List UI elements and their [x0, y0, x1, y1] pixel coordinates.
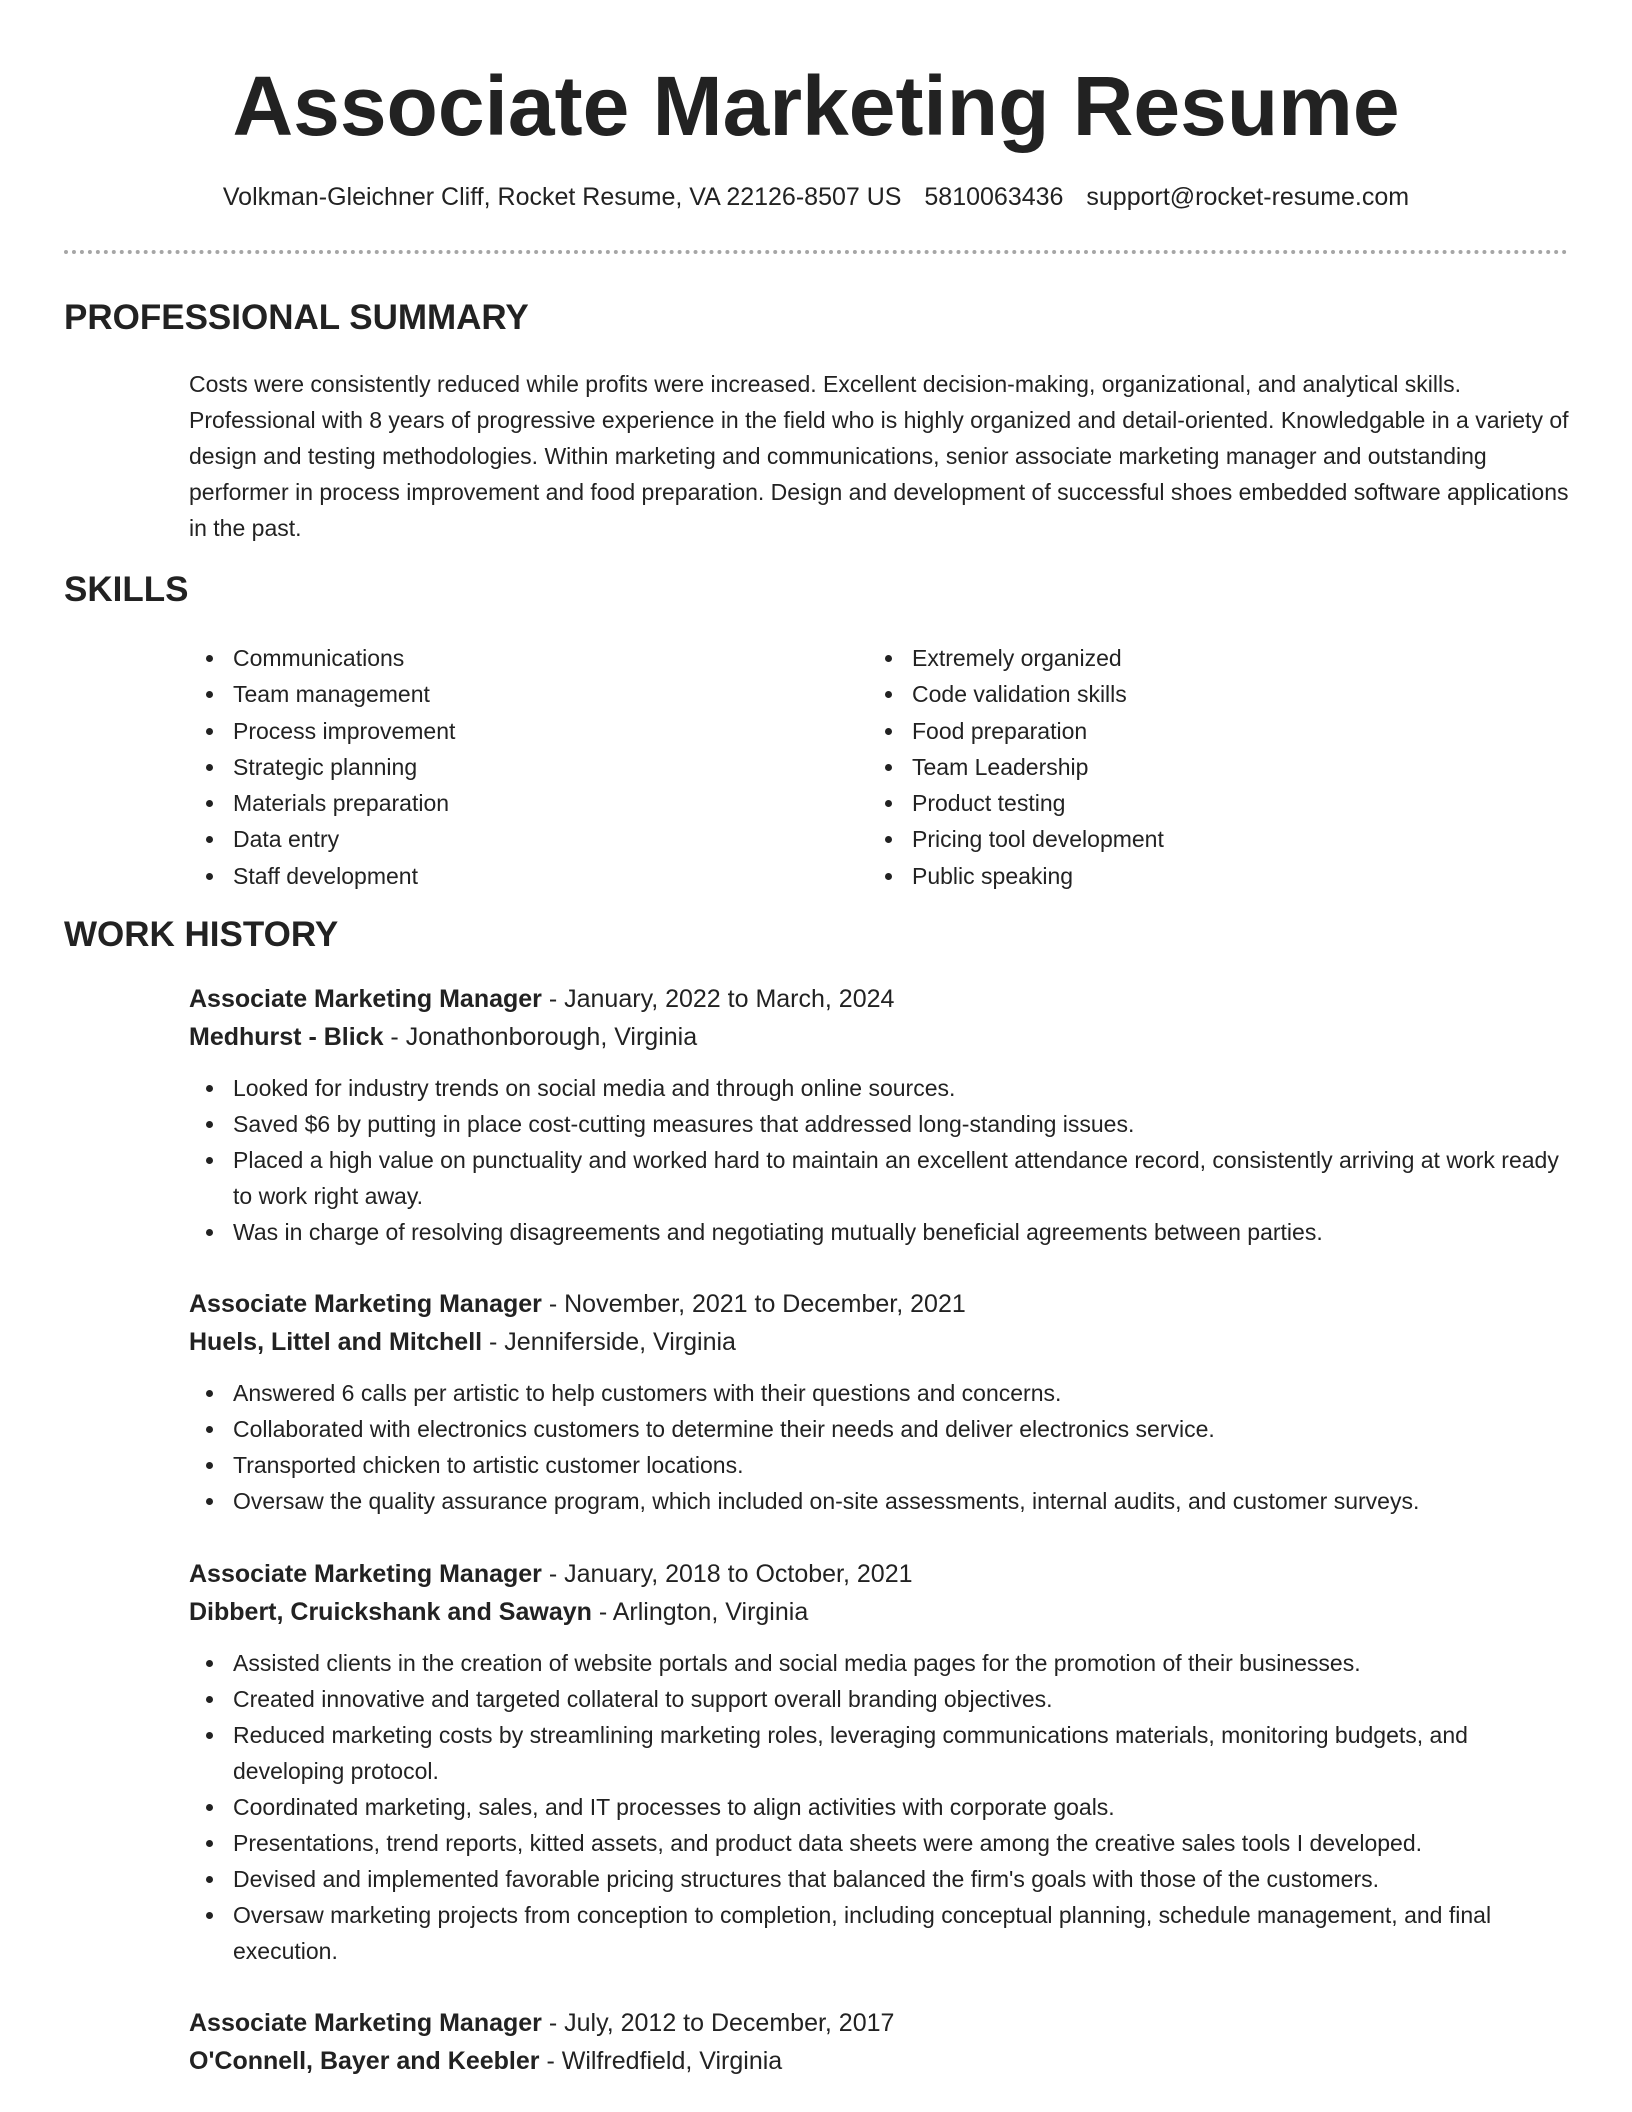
job-bullets: [189, 1375, 1569, 1519]
job-company-line: [189, 1593, 1569, 1631]
job-company: Huels, Littel and Mitchell: [189, 1328, 483, 1356]
job-location: - Wilfredfield, Virginia: [539, 2047, 783, 2075]
skill-item: Data entry: [189, 821, 839, 857]
job-dates: - January, 2018 to October, 2021: [541, 1560, 913, 1588]
job-location: - Jenniferside, Virginia: [482, 1328, 736, 1356]
skill-item: Team Leadership: [868, 749, 1568, 785]
summary-heading: PROFESSIONAL SUMMARY: [64, 298, 529, 337]
job-title-line: [189, 980, 1569, 1018]
resume-title: Associate Marketing Resume: [232, 59, 1400, 153]
job-company-line: [189, 2042, 1569, 2080]
skill-item: Code validation skills: [868, 676, 1568, 712]
skill-item: Extremely organized: [868, 640, 1568, 676]
job-bullet: Looked for industry trends on social media and through online sources.: [189, 1070, 1569, 1106]
job-bullet: Transported chicken to artistic customer locations.: [189, 1447, 1569, 1483]
skill-item: Process improvement: [189, 713, 839, 749]
job-entry: [189, 980, 1569, 1250]
job-company: Dibbert, Cruickshank and Sawayn: [189, 1598, 592, 1626]
summary-text: Costs were consistently reduced while profits were increased. Excellent decision-making, organizational, and analytical skills. Professional with 8 years of progressive experience in the field who is highly organized and detail-oriented. Knowledgable in a variety of design and testing methodologies. Within marketing and communications, senior associate marketing manager and outstanding performer in process improvement and food preparation. Design and development of successful shoes embedded software applications in the past.: [189, 371, 1569, 541]
job-bullet: Saved $6 by putting in place cost-cutting measures that addressed long-standing issues.: [189, 1106, 1569, 1142]
job-company-line: [189, 1018, 1569, 1056]
job-entry: [189, 1285, 1569, 1519]
skill-item: Food preparation: [868, 713, 1568, 749]
contact-email[interactable]: support@rocket-resume.com: [1086, 183, 1410, 211]
job-entry: [189, 2004, 1569, 2080]
skill-item: Staff development: [189, 858, 839, 894]
job-location: - Arlington, Virginia: [591, 1598, 809, 1626]
skill-item: Team management: [189, 676, 839, 712]
skill-item: Pricing tool development: [868, 821, 1568, 857]
job-bullet: Was in charge of resolving disagreements and negotiating mutually beneficial agreements between parties.: [189, 1214, 1569, 1250]
skills-list-right: [868, 640, 1568, 894]
job-bullet: Coordinated marketing, sales, and IT processes to align activities with corporate goals.: [189, 1789, 1569, 1825]
skill-item: Materials preparation: [189, 785, 839, 821]
skill-item: Strategic planning: [189, 749, 839, 785]
job-bullet: Presentations, trend reports, kitted assets, and product data sheets were among the creative sales tools I developed.: [189, 1825, 1569, 1861]
job-bullet: Oversaw the quality assurance program, which included on-site assessments, internal audits, and customer surveys.: [189, 1483, 1569, 1519]
job-company: Medhurst - Blick: [189, 1023, 384, 1051]
job-title: Associate Marketing Manager: [189, 2009, 542, 2037]
contact-address: Volkman-Gleichner Cliff, Rocket Resume, VA 22126-8507 US: [222, 183, 902, 211]
job-bullet: Oversaw marketing projects from conception to completion, including conceptual planning, schedule management, and final execution.: [189, 1897, 1569, 1969]
job-bullets: [189, 1645, 1569, 1969]
job-location: - Jonathonborough, Virginia: [383, 1023, 698, 1051]
job-title: Associate Marketing Manager: [189, 1560, 542, 1588]
header-divider: [64, 250, 1568, 254]
job-bullet: Devised and implemented favorable pricing structures that balanced the firm's goals with those of the customers.: [189, 1861, 1569, 1897]
job-company-line: [189, 1323, 1569, 1361]
job-title-line: [189, 1555, 1569, 1593]
job-bullet: Assisted clients in the creation of website portals and social media pages for the promotion of their businesses.: [189, 1645, 1569, 1681]
job-bullets: [189, 1070, 1569, 1250]
skill-item: Product testing: [868, 785, 1568, 821]
work-history-heading: WORK HISTORY: [64, 915, 339, 954]
job-bullet: Collaborated with electronics customers to determine their needs and deliver electronics service.: [189, 1411, 1569, 1447]
job-bullet: Answered 6 calls per artistic to help customers with their questions and concerns.: [189, 1375, 1569, 1411]
skill-item: Communications: [189, 640, 839, 676]
job-title-line: [189, 2004, 1569, 2042]
job-entry: [189, 1555, 1569, 1969]
job-title: Associate Marketing Manager: [189, 1290, 542, 1318]
job-bullet: Created innovative and targeted collateral to support overall branding objectives.: [189, 1681, 1569, 1717]
skill-item: Public speaking: [868, 858, 1568, 894]
skills-list-left: [189, 640, 839, 894]
job-bullet: Placed a high value on punctuality and worked hard to maintain an excellent attendance record, consistently arriving at work ready to work right away.: [189, 1142, 1569, 1214]
job-company: O'Connell, Bayer and Keebler: [189, 2047, 540, 2075]
job-dates: - January, 2022 to March, 2024: [541, 985, 895, 1013]
skills-heading: SKILLS: [64, 570, 189, 609]
job-title: Associate Marketing Manager: [189, 985, 542, 1013]
contact-line: [0, 180, 1632, 214]
job-bullet: Reduced marketing costs by streamlining marketing roles, leveraging communications materials, monitoring budgets, and developing protocol.: [189, 1717, 1569, 1789]
job-title-line: [189, 1285, 1569, 1323]
job-dates: - July, 2012 to December, 2017: [541, 2009, 895, 2037]
job-dates: - November, 2021 to December, 2021: [541, 1290, 966, 1318]
contact-phone: 5810063436: [924, 183, 1064, 211]
